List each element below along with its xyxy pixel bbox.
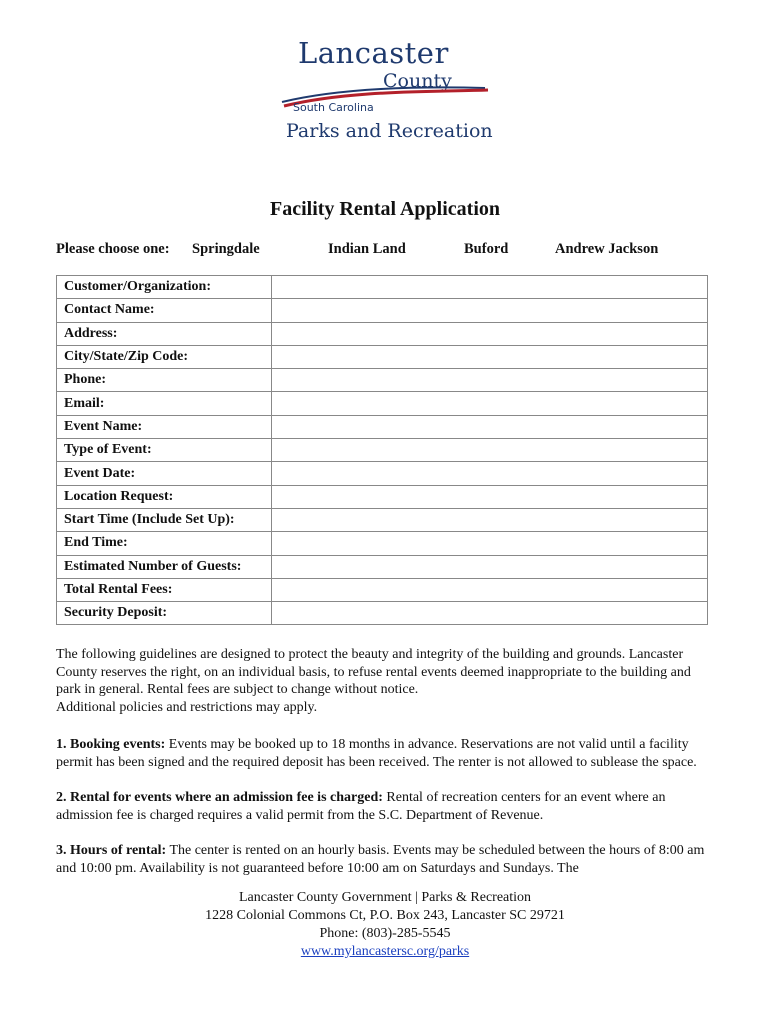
- guidelines-intro: [56, 646, 716, 716]
- form-row: [57, 322, 708, 345]
- form-row: [57, 345, 708, 368]
- field-value-customer[interactable]: [272, 276, 708, 299]
- page-title: Facility Rental Application: [270, 198, 500, 220]
- guideline-booking-text: Events may be booked up to 18 months in advance. Reservations are not valid until a facility permit has been signed and the required deposit has been received. The renter is not allowed to sublease the space.: [56, 737, 697, 770]
- field-label-customer: Customer/Organization:: [57, 276, 272, 299]
- field-value-rental-fees[interactable]: [272, 578, 708, 601]
- footer-address: 1228 Colonial Commons Ct, P.O. Box 243, Lancaster SC 29721: [205, 908, 565, 923]
- form-row: [57, 578, 708, 601]
- form-row: [57, 299, 708, 322]
- field-label-contact-name: Contact Name:: [57, 299, 272, 322]
- form-row: [57, 555, 708, 578]
- field-value-event-name[interactable]: [272, 415, 708, 438]
- field-value-security-deposit[interactable]: [272, 602, 708, 625]
- field-label-location-request: Location Request:: [57, 485, 272, 508]
- rental-form-table: [56, 275, 708, 625]
- option-buford[interactable]: Buford: [464, 241, 509, 257]
- option-indian-land[interactable]: Indian Land: [328, 241, 406, 257]
- footer-phone: Phone: (803)-285-5545: [319, 926, 451, 941]
- field-label-rental-fees: Total Rental Fees:: [57, 578, 272, 601]
- guideline-admission-title: 2. Rental for events where an admission fee is charged:: [56, 790, 383, 805]
- field-label-end-time: End Time:: [57, 532, 272, 555]
- form-row: [57, 369, 708, 392]
- field-label-email: Email:: [57, 392, 272, 415]
- choose-prompt: Please choose one:: [56, 241, 170, 257]
- guideline-admission-text: Rental of recreation centers for an event where an admission fee is charged requires a valid permit from the S.C. Department of Revenue.: [56, 790, 666, 823]
- form-row: [57, 485, 708, 508]
- footer-website-link[interactable]: www.mylancastersc.org/parks: [300, 944, 470, 959]
- field-label-event-date: Event Date:: [57, 462, 272, 485]
- form-row: [57, 276, 708, 299]
- field-value-location-request[interactable]: [272, 485, 708, 508]
- logo-county: County: [383, 70, 452, 92]
- field-value-guests[interactable]: [272, 555, 708, 578]
- field-label-city-state-zip: City/State/Zip Code:: [57, 345, 272, 368]
- guideline-booking: [56, 736, 716, 771]
- field-value-address[interactable]: [272, 322, 708, 345]
- footer: [0, 889, 770, 961]
- field-label-start-time: Start Time (Include Set Up):: [57, 508, 272, 531]
- form-row: [57, 462, 708, 485]
- form-row: [57, 392, 708, 415]
- guideline-hours-text: The center is rented on an hourly basis. Events may be scheduled between the hours of 8:00 am and 10:00 pm. Availability is not guaranteed before 10:00 am on Saturdays and Sundays. The: [56, 843, 705, 876]
- form-row: [57, 602, 708, 625]
- form-row: [57, 508, 708, 531]
- option-andrew-jackson[interactable]: Andrew Jackson: [555, 241, 659, 257]
- field-value-phone[interactable]: [272, 369, 708, 392]
- field-value-city-state-zip[interactable]: [272, 345, 708, 368]
- field-value-end-time[interactable]: [272, 532, 708, 555]
- option-springdale[interactable]: Springdale: [192, 241, 260, 257]
- field-label-phone: Phone:: [57, 369, 272, 392]
- field-value-event-date[interactable]: [272, 462, 708, 485]
- county-logo: [280, 36, 510, 146]
- field-label-type-of-event: Type of Event:: [57, 439, 272, 462]
- logo-lancaster: Lancaster: [298, 36, 449, 70]
- field-label-address: Address:: [57, 322, 272, 345]
- field-label-event-name: Event Name:: [57, 415, 272, 438]
- field-label-guests: Estimated Number of Guests:: [57, 555, 272, 578]
- guideline-booking-title: 1. Booking events:: [56, 737, 166, 752]
- field-label-security-deposit: Security Deposit:: [57, 602, 272, 625]
- guideline-hours-title: 3. Hours of rental:: [56, 843, 167, 858]
- form-row: [57, 532, 708, 555]
- form-row: [57, 415, 708, 438]
- guideline-hours: [56, 842, 716, 877]
- field-value-email[interactable]: [272, 392, 708, 415]
- field-value-start-time[interactable]: [272, 508, 708, 531]
- form-row: [57, 439, 708, 462]
- guidelines-intro-extra: Additional policies and restrictions may apply.: [56, 699, 318, 715]
- field-value-type-of-event[interactable]: [272, 439, 708, 462]
- footer-org: Lancaster County Government | Parks & Recreation: [238, 890, 532, 905]
- logo-parks-recreation: Parks and Recreation: [286, 120, 493, 142]
- guidelines-intro-text: The following guidelines are designed to protect the beauty and integrity of the building and grounds. Lancaster County reserves the right, on an individual basis, to refuse rental events deemed inappropriate to the building and park in general. Rental fees are subject to change without notice.: [56, 647, 691, 697]
- field-value-contact-name[interactable]: [272, 299, 708, 322]
- guideline-admission: [56, 789, 716, 824]
- logo-south-carolina: South Carolina: [293, 101, 374, 114]
